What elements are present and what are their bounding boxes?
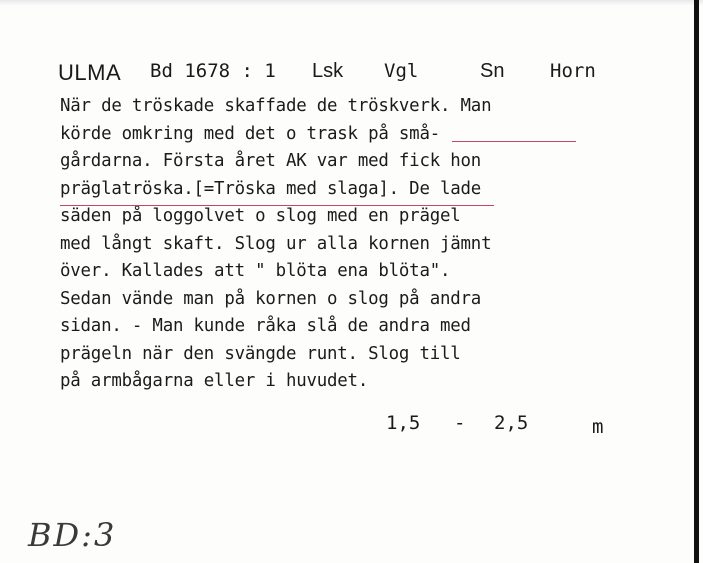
measure-dash: - [454,412,466,434]
handwritten-note: BD:3 [28,516,117,554]
body-line-4: präglatröska.[=Tröska med slaga]. De lade [60,179,482,199]
header-signum: ULMA [58,60,122,85]
body-line-8: Sedan vände man på kornen o slog på andra [60,289,482,309]
body-line-5: säden på loggolvet o slog med en prägel [60,206,461,226]
underline-praglatroska [60,205,494,206]
card-header [58,60,638,92]
body-line-7: över. Kallades att " blöta ena blöta". [60,261,451,281]
measure-unit: m [592,416,604,438]
header-landscape: Vgl [384,60,419,82]
body-line-2: körde omkring med det o trask på små- [60,124,440,144]
card-right-edge [694,0,699,563]
underline-troskverk [452,141,576,142]
measure-to: 2,5 [494,412,529,434]
header-volume: Bd 1678 : 1 [150,60,276,82]
body-line-10: prägeln när den svängde runt. Slog till [60,344,461,364]
header-district: Sn [480,60,505,82]
card-top-edge [0,0,703,6]
body-line-1: När de tröskade skaffade de tröskverk. Man [60,96,492,116]
body-line-6: med långt skaft. Slog ur alla kornen jämnt [60,234,492,254]
measure-from: 1,5 [386,412,421,434]
header-province: Lsk [312,60,344,82]
header-parish: Horn [550,60,596,82]
body-line-3: gårdarna. Första året AK var med fick hon [60,151,482,171]
body-line-11: på armbågarna eller i huvudet. [60,371,369,391]
body-line-9: sidan. - Man kunde råka slå de andra med [60,316,471,336]
